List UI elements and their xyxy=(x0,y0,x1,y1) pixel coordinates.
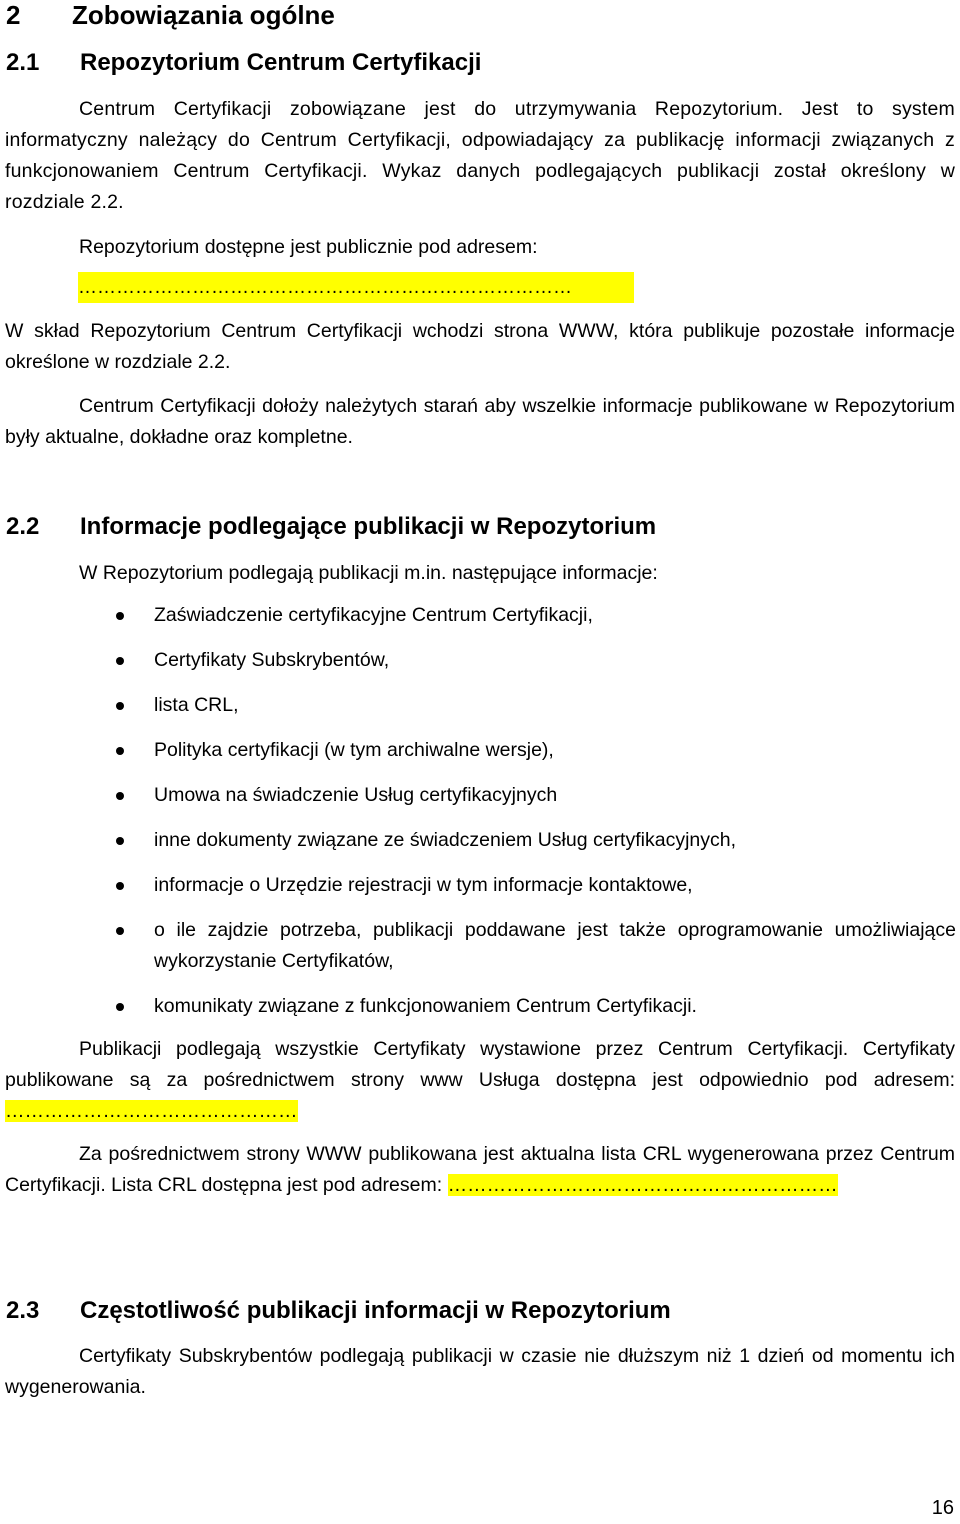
bullet-icon xyxy=(116,657,124,665)
subsection-heading-2-2 xyxy=(6,512,656,542)
publication-list xyxy=(0,600,956,1036)
certificate-address-placeholder: ……………………………………… xyxy=(5,1100,298,1122)
list-item: Umowa na świadczenie Usług certyfikacyjnych xyxy=(0,780,956,811)
list-item: o ile zajdzie potrzeba, publikacji poddawane jest także oprogramowanie umożliwiające wykorzystanie Certyfikatów, xyxy=(0,915,956,977)
subsection-title: Informacje podlegające publikacji w Repozytorium xyxy=(80,513,657,540)
subsection-number: 2.2 xyxy=(6,513,40,540)
bullet-icon xyxy=(116,702,124,710)
paragraph-accuracy: Centrum Certyfikacji dołoży należytych starań aby wszelkie informacje publikowane w Repozytorium były aktualne, dokładne oraz kompletne. xyxy=(5,395,955,448)
list-item: Zaświadczenie certyfikacyjne Centrum Certyfikacji, xyxy=(0,600,956,631)
subsection-title: Repozytorium Centrum Certyfikacji xyxy=(80,49,482,76)
crl-address-placeholder: …………………………………………………… xyxy=(447,1174,838,1196)
list-item: komunikaty związane z funkcjonowaniem Centrum Certyfikacji. xyxy=(0,991,956,1022)
section-number: 2 xyxy=(6,0,21,30)
subsection-title: Częstotliwość publikacji informacji w Repozytorium xyxy=(80,1297,671,1324)
bullet-icon xyxy=(116,927,124,935)
bullet-icon xyxy=(116,882,124,890)
bullet-icon xyxy=(116,792,124,800)
bullet-icon xyxy=(116,1003,124,1011)
list-item: Certyfikaty Subskrybentów, xyxy=(0,645,956,676)
subsection-heading-2-1 xyxy=(6,48,481,78)
paragraph-publication-frequency: Certyfikaty Subskrybentów podlegają publikacji w czasie nie dłuższym niż 1 dzień od momentu ich wygenerowania. xyxy=(5,1345,955,1398)
subsection-number: 2.1 xyxy=(6,49,40,76)
bullet-icon xyxy=(116,747,124,755)
list-item: inne dokumenty związane ze świadczeniem Usług certyfikacyjnych, xyxy=(0,825,956,856)
paragraph-www-site: W skład Repozytorium Centrum Certyfikacji wchodzi strona WWW, która publikuje pozostałe informacje określone w rozdziale 2.2. xyxy=(5,320,955,373)
paragraph-certificate-publication: Publikacji podlegają wszystkie Certyfikaty wystawione przez Centrum Certyfikacji. Certyfikaty publikowane są za pośrednictwem strony www Usługa dostępna jest odpowiednio pod adresem: ……………………………………… xyxy=(5,1038,955,1122)
paragraph-repository-intro: Centrum Certyfikacji zobowiązane jest do utrzymywania Repozytorium. Jest to system informatyczny należący do Centrum Certyfikacji, odpowiadający za publikację informacji związanych z funkcjonowaniem Centrum Certyfikacji. Wykaz danych podlegających publikacji został określony w rozdziale 2.2. xyxy=(5,98,955,213)
bullet-icon xyxy=(116,837,124,845)
section-heading xyxy=(6,0,335,30)
paragraph-publication-intro: W Repozytorium podlegają publikacji m.in. następujące informacje: xyxy=(79,562,658,584)
list-item: informacje o Urzędzie rejestracji w tym informacje kontaktowe, xyxy=(0,870,956,901)
subsection-number: 2.3 xyxy=(6,1297,40,1324)
bullet-icon xyxy=(116,612,124,620)
paragraph-repository-address: Repozytorium dostępne jest publicznie pod adresem: xyxy=(79,236,538,258)
subsection-heading-2-3 xyxy=(6,1296,671,1326)
section-title: Zobowiązania ogólne xyxy=(72,0,335,30)
paragraph-crl-publication: Za pośrednictwem strony WWW publikowana jest aktualna lista CRL wygenerowana przez Centrum Certyfikacji. Lista CRL dostępna jest pod adresem: …………………………………………………… xyxy=(5,1143,955,1196)
address-placeholder: …………………………………………………………………… xyxy=(78,272,634,303)
page-number: 16 xyxy=(931,1497,954,1519)
list-item: Polityka certyfikacji (w tym archiwalne wersje), xyxy=(0,735,956,766)
list-item: lista CRL, xyxy=(0,690,956,721)
